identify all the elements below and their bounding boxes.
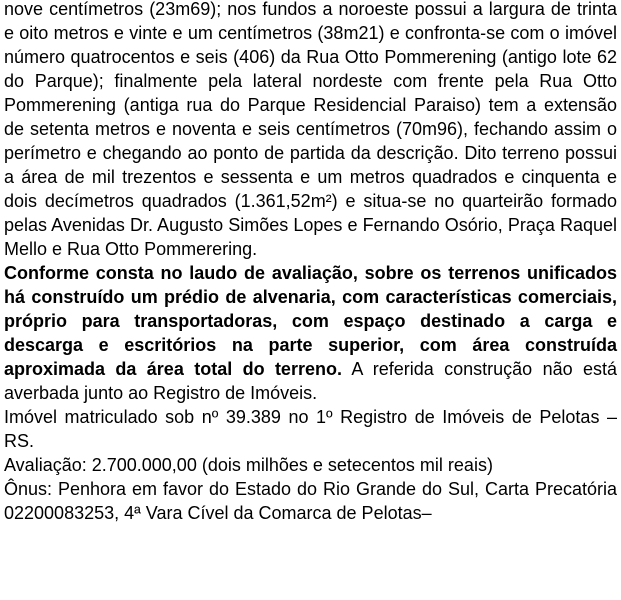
appraisal-report-paragraph bbox=[4, 261, 617, 405]
appraisal-report-bold-text: Conforme consta no laudo de avaliação, sobre os terrenos unificados há construído um prédio de alvenaria, com características comerciais, próprio para transportadoras, com espaço destinado a carga e descarga e escritórios na parte superior, com área construída aproximada da área total do terreno. bbox=[4, 263, 617, 379]
document-body bbox=[4, 0, 617, 525]
valuation-paragraph: Avaliação: 2.700.000,00 (dois milhões e setecentos mil reais) bbox=[4, 455, 493, 475]
property-description-paragraph: nove centímetros (23m69); nos fundos a noroeste possui a largura de trinta e oito metros e vinte e um centímetros (38m21) e confronta-se com o imóvel número quatrocentos e seis (406) da Rua Otto Pommerening (antigo lote 62 do Parque); finalmente pela lateral nordeste com frente pela Rua Otto Pommerening (antiga rua do Parque Residencial Paraiso) tem a extensão de setenta metros e noventa e seis centímetros (70m96), fechando assim o perímetro e chegando ao ponto de partida da descrição. Dito terreno possui a área de mil trezentos e sessenta e um metros quadrados e cinquenta e dois decímetros quadrados (1.361,52m²) e situa-se no quarteirão formado pelas Avenidas Dr. Augusto Simões Lopes e Fernando Osório, Praça Raquel Mello e Rua Otto Pommerering. bbox=[4, 0, 617, 259]
appraisal-report-note: A referida construção não está averbada junto ao Registro de Imóveis. bbox=[4, 359, 617, 403]
registration-paragraph: Imóvel matriculado sob nº 39.389 no 1º Registro de Imóveis de Pelotas – RS. bbox=[4, 407, 617, 451]
encumbrance-paragraph: Ônus: Penhora em favor do Estado do Rio Grande do Sul, Carta Precatória 02200083253, 4ª Vara Cível da Comarca de Pelotas– bbox=[4, 479, 617, 523]
